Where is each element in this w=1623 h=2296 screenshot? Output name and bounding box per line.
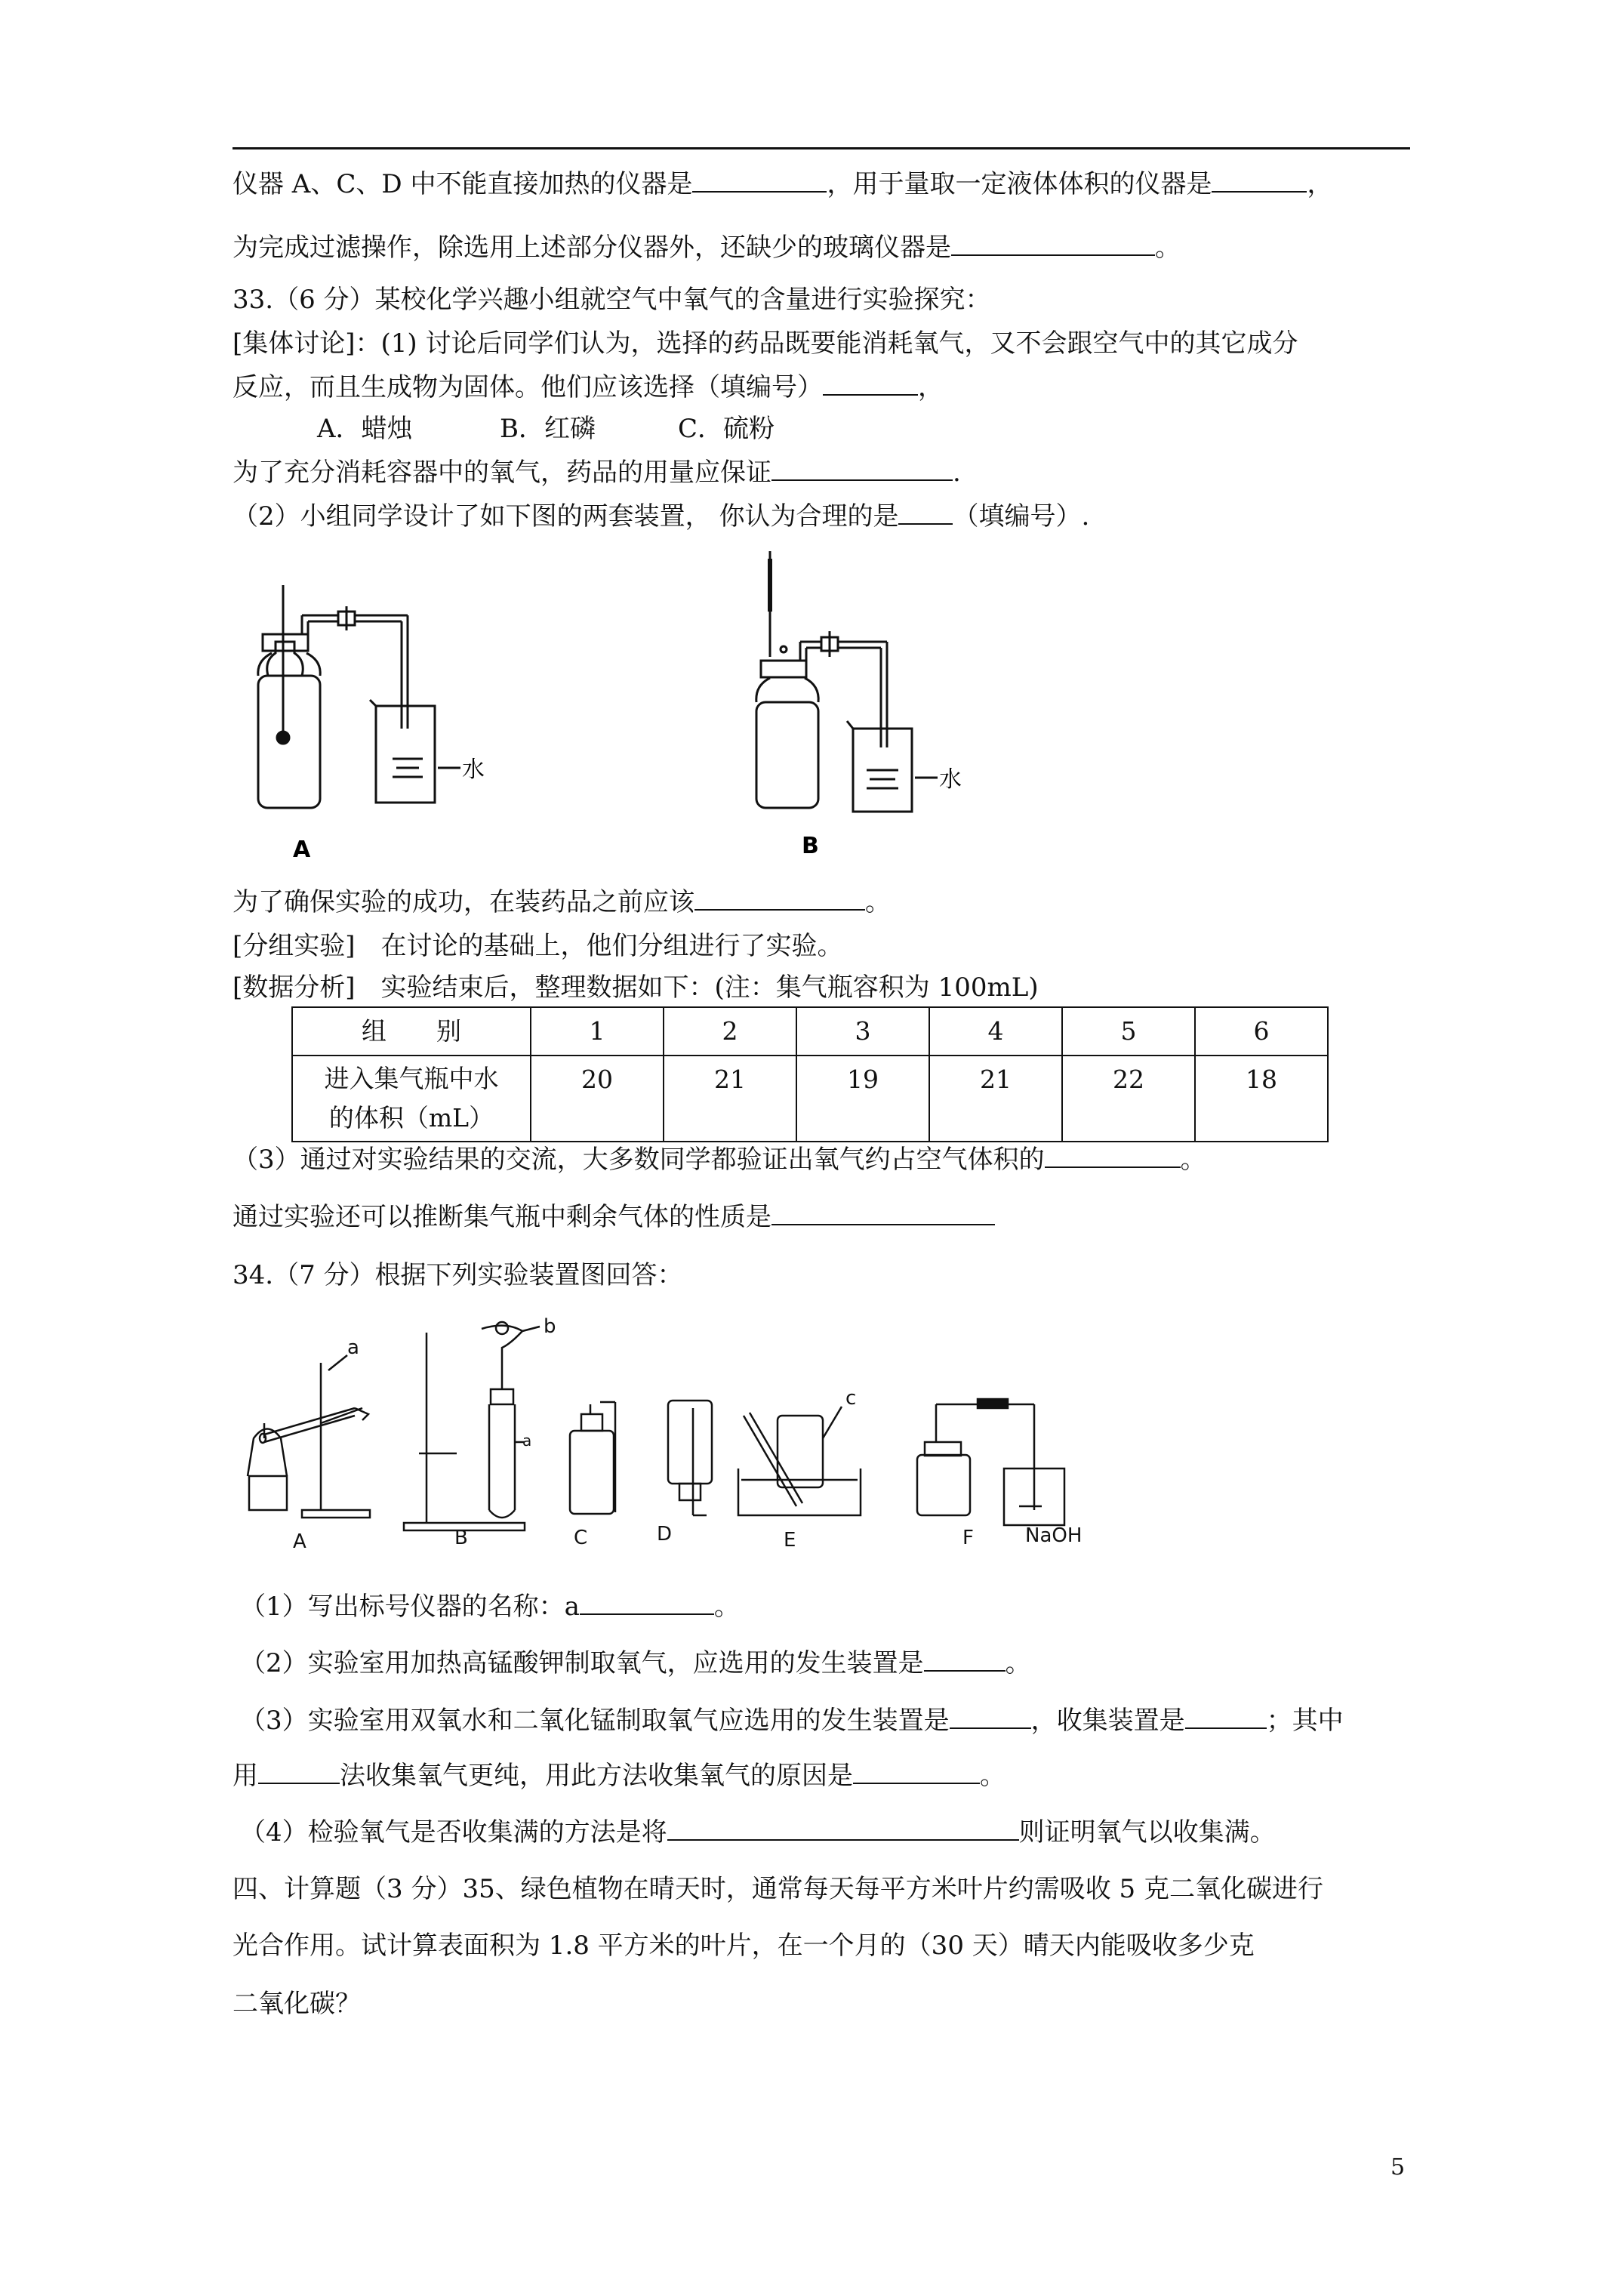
- q33-part3-line: （3）通过对实验结果的交流，大多数同学都验证出氧气约占空气体积的 。: [233, 1145, 1206, 1175]
- table-cell: 2: [664, 1007, 796, 1056]
- table-cell: 20: [531, 1056, 664, 1142]
- label-c-small: c: [845, 1387, 857, 1410]
- answer-blank[interactable]: [951, 232, 1155, 256]
- answer-blank[interactable]: [1045, 1144, 1181, 1168]
- apparatus-figure-row: [242, 1318, 1132, 1559]
- table-cell: 22: [1062, 1056, 1195, 1142]
- q35-line-2: 光合作用。试计算表面积为 1.8 平方米的叶片，在一个月的（30 天）晴天内能吸收多少克: [233, 1931, 1255, 1961]
- apparatus-figure-a: [242, 570, 559, 857]
- q33-data-analysis: [数据分析] 实验结束后，整理数据如下：(注：集气瓶容积为 100mL): [233, 972, 1039, 1003]
- naoh-label: NaOH: [1025, 1524, 1083, 1547]
- letter-f: F: [962, 1527, 974, 1549]
- data-table: [291, 1006, 1329, 1142]
- letter-b: B: [454, 1527, 468, 1549]
- q33-option-b: B．红磷: [500, 414, 596, 444]
- q34-title: 34.（7 分）根据下列实验装置图回答：: [233, 1260, 683, 1290]
- table-header-label: 组 别: [292, 1007, 531, 1056]
- answer-blank[interactable]: [771, 457, 953, 481]
- q33-group-experiment: [分组实验] 在讨论的基础上，他们分组进行了实验。: [233, 931, 843, 961]
- q34-part3-line-2: 用 法收集氧气更纯，用此方法收集氧气的原因是 。: [233, 1761, 1006, 1791]
- letter-e: E: [784, 1529, 796, 1552]
- table-cell: 19: [796, 1056, 929, 1142]
- q33-infer-line: 通过实验还可以推断集气瓶中剩余气体的性质是: [233, 1200, 995, 1234]
- answer-blank[interactable]: [694, 886, 865, 911]
- q34-part2-line: （2）实验室用加热高锰酸钾制取氧气，应选用的发生装置是 。: [240, 1648, 1031, 1678]
- table-cell: 21: [664, 1056, 796, 1142]
- letter-a: A: [293, 1530, 306, 1553]
- answer-blank[interactable]: [258, 1760, 340, 1784]
- label-a-small-b: a: [522, 1432, 532, 1450]
- table-cell: 1: [531, 1007, 664, 1056]
- answer-blank[interactable]: [898, 501, 953, 525]
- answer-blank[interactable]: [950, 1705, 1031, 1729]
- q33-option-c: C．硫粉: [678, 414, 775, 444]
- q32-line-1: 仪器 A、C、D 中不能直接加热的仪器是 ，用于量取一定液体体积的仪器是 ，: [233, 169, 1333, 199]
- figure-label-b: B: [802, 833, 819, 859]
- q34-part1-line: （1）写出标号仪器的名称：a 。: [240, 1592, 740, 1622]
- answer-blank[interactable]: [924, 1647, 1006, 1672]
- q33-option-a: A．蜡烛: [317, 414, 413, 444]
- answer-blank[interactable]: [667, 1817, 1019, 1841]
- letter-d: D: [657, 1523, 673, 1546]
- answer-blank[interactable]: [1212, 168, 1307, 193]
- table-row: [292, 1056, 1328, 1142]
- q33-title: 33.（6 分）某校化学兴趣小组就空气中氧气的含量进行实验探究：: [233, 285, 991, 315]
- answer-blank[interactable]: [771, 1201, 995, 1225]
- q33-before-line: 为了确保实验的成功，在装药品之前应该 。: [233, 887, 891, 917]
- table-cell: 5: [1062, 1007, 1195, 1056]
- answer-blank[interactable]: [853, 1760, 980, 1784]
- apparatus-a-drawing: [242, 570, 559, 857]
- table-cell: 18: [1195, 1056, 1328, 1142]
- table-cell: 21: [929, 1056, 1062, 1142]
- table-row-label: 进入集气瓶中水 的体积（mL）: [292, 1056, 531, 1142]
- label-b-small: b: [544, 1318, 556, 1338]
- q33-part2-line: （2）小组同学设计了如下图的两套装置， 你认为合理的是 （填编号）.: [233, 501, 1090, 532]
- q33-discuss-line-1: [集体讨论]：(1) 讨论后同学们认为，选择的药品既要能消耗氧气，又不会跟空气中的其它成分: [233, 328, 1298, 359]
- table-cell: 4: [929, 1007, 1062, 1056]
- q33-amount-line: 为了充分消耗容器中的氧气，药品的用量应保证 .: [233, 458, 961, 488]
- apparatus-figure-b: [740, 551, 1057, 861]
- q33-discuss-line-2: 反应，而且生成物为固体。他们应该选择（填编号） ，: [233, 372, 944, 402]
- letter-c: C: [574, 1527, 588, 1549]
- q34-part3-line-1: （3）实验室用双氧水和二氧化锰制取氧气应选用的发生装置是 ，收集装置是 ；其中: [240, 1706, 1344, 1736]
- water-label: 水: [462, 757, 485, 783]
- q34-part4-line: （4）检验氧气是否收集满的方法是将 则证明氧气以收集满。: [240, 1817, 1276, 1848]
- q32-line-2: 为完成过滤操作，除选用上述部分仪器外，还缺少的玻璃仪器是 。: [233, 233, 1181, 263]
- header-rule: [233, 147, 1410, 149]
- apparatus-row-drawing: [242, 1318, 1132, 1559]
- table-cell: 6: [1195, 1007, 1328, 1056]
- water-label: 水: [939, 766, 962, 793]
- answer-blank[interactable]: [1185, 1705, 1267, 1729]
- answer-blank[interactable]: [692, 168, 827, 193]
- page-number: 5: [1390, 2154, 1406, 2180]
- apparatus-b-drawing: [740, 551, 1057, 861]
- q35-line-3: 二氧化碳？: [233, 1989, 361, 2019]
- figure-label-a: A: [293, 837, 311, 857]
- table-cell: 3: [796, 1007, 929, 1056]
- table-row: [292, 1007, 1328, 1056]
- answer-blank[interactable]: [580, 1591, 714, 1615]
- answer-blank[interactable]: [823, 371, 918, 396]
- q35-line-1: 四、计算题（3 分）35、绿色植物在晴天时，通常每天每平方米叶片约需吸收 5 克二氧化碳进行: [233, 1874, 1323, 1904]
- label-a-small: a: [347, 1336, 359, 1359]
